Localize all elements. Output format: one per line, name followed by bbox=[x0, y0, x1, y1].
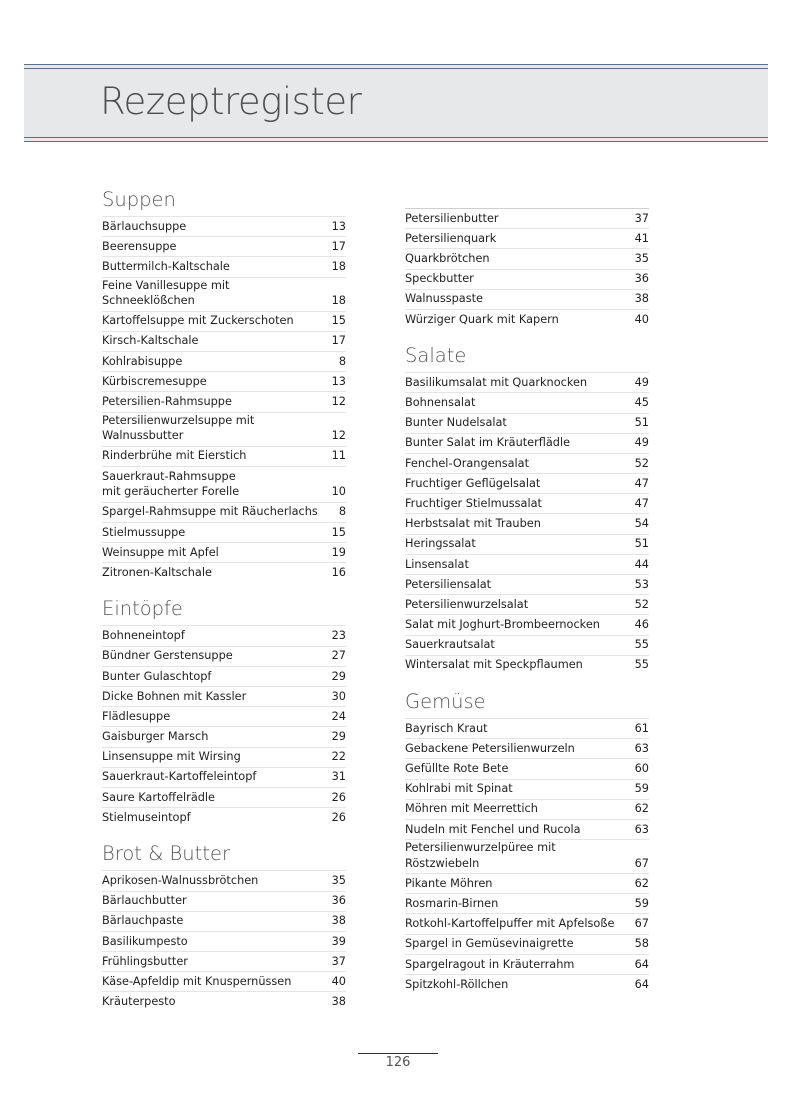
recipe-page-number: 35 bbox=[634, 252, 649, 266]
recipe-page-number: 19 bbox=[331, 545, 346, 559]
recipe-page-number: 17 bbox=[331, 239, 346, 253]
recipe-name: Aprikosen-Walnussbrötchen bbox=[102, 874, 259, 887]
index-entry bbox=[405, 392, 649, 412]
recipe-page-number: 38 bbox=[331, 995, 346, 1009]
section-title: Eintöpfe bbox=[102, 597, 183, 621]
recipe-page-number: 63 bbox=[634, 741, 649, 755]
recipe-page-number: 64 bbox=[634, 977, 649, 991]
recipe-name: Petersilienwurzelsuppe mit Walnussbutter bbox=[102, 413, 255, 442]
index-entry bbox=[102, 412, 346, 446]
recipe-name: Spargelragout in Kräuterrahm bbox=[405, 957, 575, 971]
recipe-name: Kartoffelsuppe mit Zuckerschoten bbox=[102, 314, 294, 328]
recipe-page-number: 67 bbox=[634, 917, 649, 931]
recipe-page-number: 11 bbox=[331, 449, 346, 463]
recipe-page-number: 17 bbox=[331, 334, 346, 348]
recipe-name: Petersilienquark bbox=[405, 231, 497, 245]
recipe-page-number: 47 bbox=[634, 496, 649, 510]
index-entry bbox=[405, 413, 649, 433]
recipe-page-number: 26 bbox=[331, 810, 346, 824]
index-entry bbox=[102, 625, 346, 645]
recipe-name: Bunter Salat im Kräuterflädle bbox=[405, 436, 571, 450]
recipe-name: Sauerkraut-Kartoffeleintopf bbox=[102, 770, 257, 784]
recipe-name: Dicke Bohnen mit Kassler bbox=[102, 689, 247, 703]
index-entry bbox=[405, 614, 649, 634]
recipe-page-number: 13 bbox=[331, 374, 346, 388]
recipe-name: Petersilienbutter bbox=[405, 211, 499, 225]
recipe-name: Bohneneintopf bbox=[102, 629, 185, 643]
index-entry bbox=[405, 248, 649, 268]
index-entry bbox=[102, 466, 346, 502]
recipe-name: Fenchel-Orangensalat bbox=[405, 456, 530, 470]
recipe-name: Wintersalat mit Speckpflaumen bbox=[405, 658, 583, 672]
recipe-name: Linsensalat bbox=[405, 557, 469, 571]
recipe-page-number: 10 bbox=[331, 485, 346, 499]
recipe-name: Sauerkraut-Rahmsuppe mit geräucherter Forelle bbox=[102, 469, 240, 499]
recipe-name: Herbstsalat mit Trauben bbox=[405, 517, 541, 531]
recipe-page-number: 8 bbox=[338, 354, 346, 368]
section-title: Salate bbox=[405, 344, 467, 368]
recipe-page-number: 39 bbox=[331, 934, 346, 948]
index-entry bbox=[102, 351, 346, 371]
recipe-page-number: 37 bbox=[634, 211, 649, 225]
recipe-page-number: 31 bbox=[331, 770, 346, 784]
index-entry bbox=[405, 309, 649, 329]
recipe-page-number: 29 bbox=[331, 730, 346, 744]
recipe-name: Spitzkohl-Röllchen bbox=[405, 977, 509, 991]
recipe-page-number: 55 bbox=[634, 658, 649, 672]
recipe-name: Feine Vanillesuppe mit Schneeklößchen bbox=[102, 278, 230, 308]
recipe-page-number: 29 bbox=[331, 669, 346, 683]
recipe-page-number: 13 bbox=[331, 219, 346, 233]
index-entry bbox=[102, 562, 346, 582]
recipe-name: Stielmussuppe bbox=[102, 525, 186, 539]
recipe-name: Petersilienwurzelpüree mit Röstzwiebeln bbox=[405, 841, 556, 870]
recipe-page-number: 49 bbox=[634, 375, 649, 389]
recipe-page-number: 36 bbox=[634, 272, 649, 286]
section-title: Suppen bbox=[102, 188, 176, 211]
recipe-page-number: 12 bbox=[331, 429, 346, 442]
recipe-name: Basilikumsalat mit Quarknocken bbox=[405, 375, 588, 389]
recipe-name: Flädlesuppe bbox=[102, 709, 171, 723]
index-entry bbox=[405, 954, 649, 974]
index-entry bbox=[102, 991, 346, 1011]
recipe-page-number: 35 bbox=[331, 874, 346, 887]
index-entry bbox=[102, 446, 346, 466]
recipe-name: Rotkohl-Kartoffelpuffer mit Apfelsoße bbox=[405, 917, 615, 931]
index-entry bbox=[405, 574, 649, 594]
index-entry bbox=[405, 738, 649, 758]
index-entry bbox=[405, 453, 649, 473]
recipe-page-number: 18 bbox=[331, 294, 346, 308]
index-section bbox=[102, 841, 346, 1011]
index-entry bbox=[405, 594, 649, 614]
recipe-page-number: 63 bbox=[634, 822, 649, 836]
recipe-name: Fruchtiger Geflügelsalat bbox=[405, 476, 541, 490]
recipe-page-number: 45 bbox=[634, 396, 649, 409]
recipe-page-number: 67 bbox=[634, 856, 649, 870]
index-entry bbox=[405, 758, 649, 778]
header-rule-bottom-inner bbox=[24, 137, 768, 138]
index-entry bbox=[405, 534, 649, 554]
index-entry bbox=[405, 372, 649, 392]
recipe-name: Käse-Apfeldip mit Knuspernüssen bbox=[102, 974, 292, 988]
recipe-name: Kirsch-Kaltschale bbox=[102, 334, 199, 348]
recipe-page-number: 62 bbox=[634, 802, 649, 816]
recipe-page-number: 47 bbox=[634, 476, 649, 490]
recipe-page-number: 15 bbox=[331, 314, 346, 328]
index-entry bbox=[102, 331, 346, 351]
index-section bbox=[405, 208, 649, 329]
recipe-name: Stielmuseintopf bbox=[102, 810, 191, 824]
recipe-name: Linsensuppe mit Wirsing bbox=[102, 750, 241, 764]
recipe-name: Heringssalat bbox=[405, 537, 476, 551]
index-entry bbox=[102, 371, 346, 391]
index-entry bbox=[102, 767, 346, 787]
recipe-page-number: 12 bbox=[331, 395, 346, 408]
index-entry bbox=[102, 807, 346, 827]
index-entry bbox=[102, 706, 346, 726]
recipe-name: Bunter Gulaschtopf bbox=[102, 669, 212, 683]
recipe-name: Gaisburger Marsch bbox=[102, 730, 209, 744]
recipe-name: Rinderbrühe mit Eierstich bbox=[102, 449, 247, 463]
recipe-page-number: 64 bbox=[634, 957, 649, 971]
recipe-name: Speckbutter bbox=[405, 272, 474, 286]
index-entry bbox=[102, 971, 346, 991]
recipe-page-number: 22 bbox=[331, 750, 346, 764]
recipe-page-number: 38 bbox=[634, 292, 649, 306]
index-entry bbox=[102, 931, 346, 951]
recipe-page-number: 27 bbox=[331, 649, 346, 663]
recipe-name: Salat mit Joghurt-Brombeernocken bbox=[405, 618, 600, 632]
index-entry bbox=[405, 893, 649, 913]
index-entry bbox=[405, 974, 649, 994]
recipe-page-number: 40 bbox=[634, 312, 649, 326]
recipe-name: Kräuterpesto bbox=[102, 995, 176, 1009]
index-entry bbox=[405, 718, 649, 738]
recipe-name: Rosmarin-Birnen bbox=[405, 896, 499, 910]
index-column-right bbox=[405, 208, 649, 1008]
index-entry bbox=[405, 289, 649, 309]
recipe-page-number: 38 bbox=[331, 914, 346, 928]
index-entry bbox=[405, 513, 649, 533]
index-entry bbox=[405, 819, 649, 839]
recipe-name: Bohnensalat bbox=[405, 396, 476, 409]
recipe-page-number: 49 bbox=[634, 436, 649, 450]
index-column-left bbox=[102, 187, 346, 1026]
recipe-page-number: 59 bbox=[634, 782, 649, 796]
index-entry bbox=[405, 473, 649, 493]
index-entry bbox=[405, 839, 649, 873]
index-entry bbox=[405, 493, 649, 513]
footer-rule bbox=[358, 1053, 438, 1054]
index-entry bbox=[405, 913, 649, 933]
recipe-name: Bunter Nudelsalat bbox=[405, 416, 507, 430]
index-entry bbox=[102, 522, 346, 542]
recipe-name: Spargel in Gemüsevinaigrette bbox=[405, 937, 574, 951]
section-title: Brot & Butter bbox=[102, 842, 230, 866]
index-entry bbox=[405, 433, 649, 453]
index-section bbox=[102, 187, 346, 582]
recipe-page-number: 16 bbox=[331, 565, 346, 579]
recipe-page-number: 40 bbox=[331, 974, 346, 988]
recipe-name: Weinsuppe mit Apfel bbox=[102, 545, 219, 559]
index-entry bbox=[102, 951, 346, 971]
index-entry bbox=[102, 502, 346, 522]
recipe-name: Bärlauchsuppe bbox=[102, 219, 187, 233]
recipe-page-number: 54 bbox=[634, 517, 649, 531]
recipe-name: Petersilienwurzelsalat bbox=[405, 597, 529, 611]
recipe-page-number: 36 bbox=[331, 894, 346, 908]
recipe-name: Saure Kartoffelrädle bbox=[102, 790, 216, 804]
recipe-name: Kohlrabi mit Spinat bbox=[405, 782, 513, 796]
recipe-page-number: 58 bbox=[634, 937, 649, 951]
index-entry bbox=[405, 228, 649, 248]
index-entry bbox=[405, 934, 649, 954]
recipe-page-number: 18 bbox=[331, 260, 346, 274]
recipe-name: Basilikumpesto bbox=[102, 934, 188, 948]
index-entry bbox=[405, 554, 649, 574]
index-entry bbox=[102, 787, 346, 807]
recipe-name: Bärlauchpaste bbox=[102, 914, 184, 928]
index-entry bbox=[102, 870, 346, 890]
index-entry bbox=[405, 799, 649, 819]
index-entry bbox=[405, 779, 649, 799]
index-entry bbox=[102, 216, 346, 236]
index-entry bbox=[102, 726, 346, 746]
index-section bbox=[102, 596, 346, 827]
recipe-page-number: 8 bbox=[338, 505, 346, 519]
index-section bbox=[405, 343, 649, 675]
index-entry bbox=[405, 208, 649, 228]
recipe-page-number: 52 bbox=[634, 456, 649, 470]
recipe-name: Gefüllte Rote Bete bbox=[405, 762, 509, 775]
index-entry bbox=[102, 542, 346, 562]
index-entry bbox=[102, 666, 346, 686]
recipe-name: Kürbiscremesuppe bbox=[102, 374, 207, 388]
index-entry bbox=[405, 873, 649, 893]
recipe-page-number: 23 bbox=[331, 629, 346, 643]
recipe-name: Kohlrabisuppe bbox=[102, 354, 183, 368]
recipe-page-number: 61 bbox=[634, 721, 649, 735]
recipe-page-number: 15 bbox=[331, 525, 346, 539]
recipe-page-number: 55 bbox=[634, 638, 649, 652]
header-rule-top-inner bbox=[24, 68, 768, 69]
recipe-page-number: 44 bbox=[634, 557, 649, 571]
recipe-name: Bündner Gerstensuppe bbox=[102, 649, 233, 663]
index-entry bbox=[102, 911, 346, 931]
recipe-name: Nudeln mit Fenchel und Rucola bbox=[405, 822, 581, 836]
recipe-page-number: 51 bbox=[634, 416, 649, 430]
recipe-page-number: 26 bbox=[331, 790, 346, 804]
recipe-name: Quarkbrötchen bbox=[405, 252, 490, 266]
index-entry bbox=[102, 236, 346, 256]
recipe-name: Walnusspaste bbox=[405, 292, 483, 306]
index-entry bbox=[102, 391, 346, 411]
recipe-name: Möhren mit Meerrettich bbox=[405, 802, 538, 816]
recipe-page-number: 24 bbox=[331, 709, 346, 723]
recipe-name: Bärlauchbutter bbox=[102, 894, 187, 908]
recipe-page-number: 46 bbox=[634, 618, 649, 632]
index-entry bbox=[102, 277, 346, 311]
index-entry bbox=[405, 269, 649, 289]
index-entry bbox=[102, 256, 346, 276]
recipe-name: Gebackene Petersilienwurzeln bbox=[405, 741, 575, 755]
page-number: 126 bbox=[385, 1055, 411, 1070]
recipe-name: Würziger Quark mit Kapern bbox=[405, 312, 559, 326]
index-entry bbox=[405, 635, 649, 655]
recipe-name: Petersiliensalat bbox=[405, 577, 492, 591]
recipe-page-number: 60 bbox=[634, 762, 649, 775]
recipe-name: Buttermilch-Kaltschale bbox=[102, 260, 230, 274]
section-title: Gemüse bbox=[405, 689, 486, 713]
recipe-name: Pikante Möhren bbox=[405, 876, 493, 890]
recipe-page-number: 37 bbox=[331, 954, 346, 968]
recipe-page-number: 59 bbox=[634, 896, 649, 910]
index-entry bbox=[405, 655, 649, 675]
recipe-name: Petersilien-Rahmsuppe bbox=[102, 395, 232, 408]
index-entry bbox=[102, 646, 346, 666]
index-entry bbox=[102, 747, 346, 767]
recipe-name: Fruchtiger Stielmussalat bbox=[405, 496, 542, 510]
recipe-page-number: 51 bbox=[634, 537, 649, 551]
index-section bbox=[405, 689, 649, 994]
index-entry bbox=[102, 891, 346, 911]
recipe-name: Frühlingsbutter bbox=[102, 954, 188, 968]
recipe-page-number: 30 bbox=[331, 689, 346, 703]
recipe-page-number: 53 bbox=[634, 577, 649, 591]
index-entry bbox=[102, 311, 346, 331]
page-title: Rezeptregister bbox=[100, 80, 362, 123]
header-rule-bottom bbox=[24, 141, 768, 142]
recipe-name: Zitronen-Kaltschale bbox=[102, 565, 212, 579]
recipe-name: Spargel-Rahmsuppe mit Räucherlachs bbox=[102, 505, 318, 519]
recipe-page-number: 52 bbox=[634, 597, 649, 611]
recipe-name: Sauerkrautsalat bbox=[405, 638, 495, 652]
index-entry bbox=[102, 686, 346, 706]
header-rule-top bbox=[24, 64, 768, 65]
recipe-name: Bayrisch Kraut bbox=[405, 721, 488, 735]
recipe-page-number: 41 bbox=[634, 231, 649, 245]
recipe-page-number: 62 bbox=[634, 876, 649, 890]
recipe-name: Beerensuppe bbox=[102, 239, 177, 253]
